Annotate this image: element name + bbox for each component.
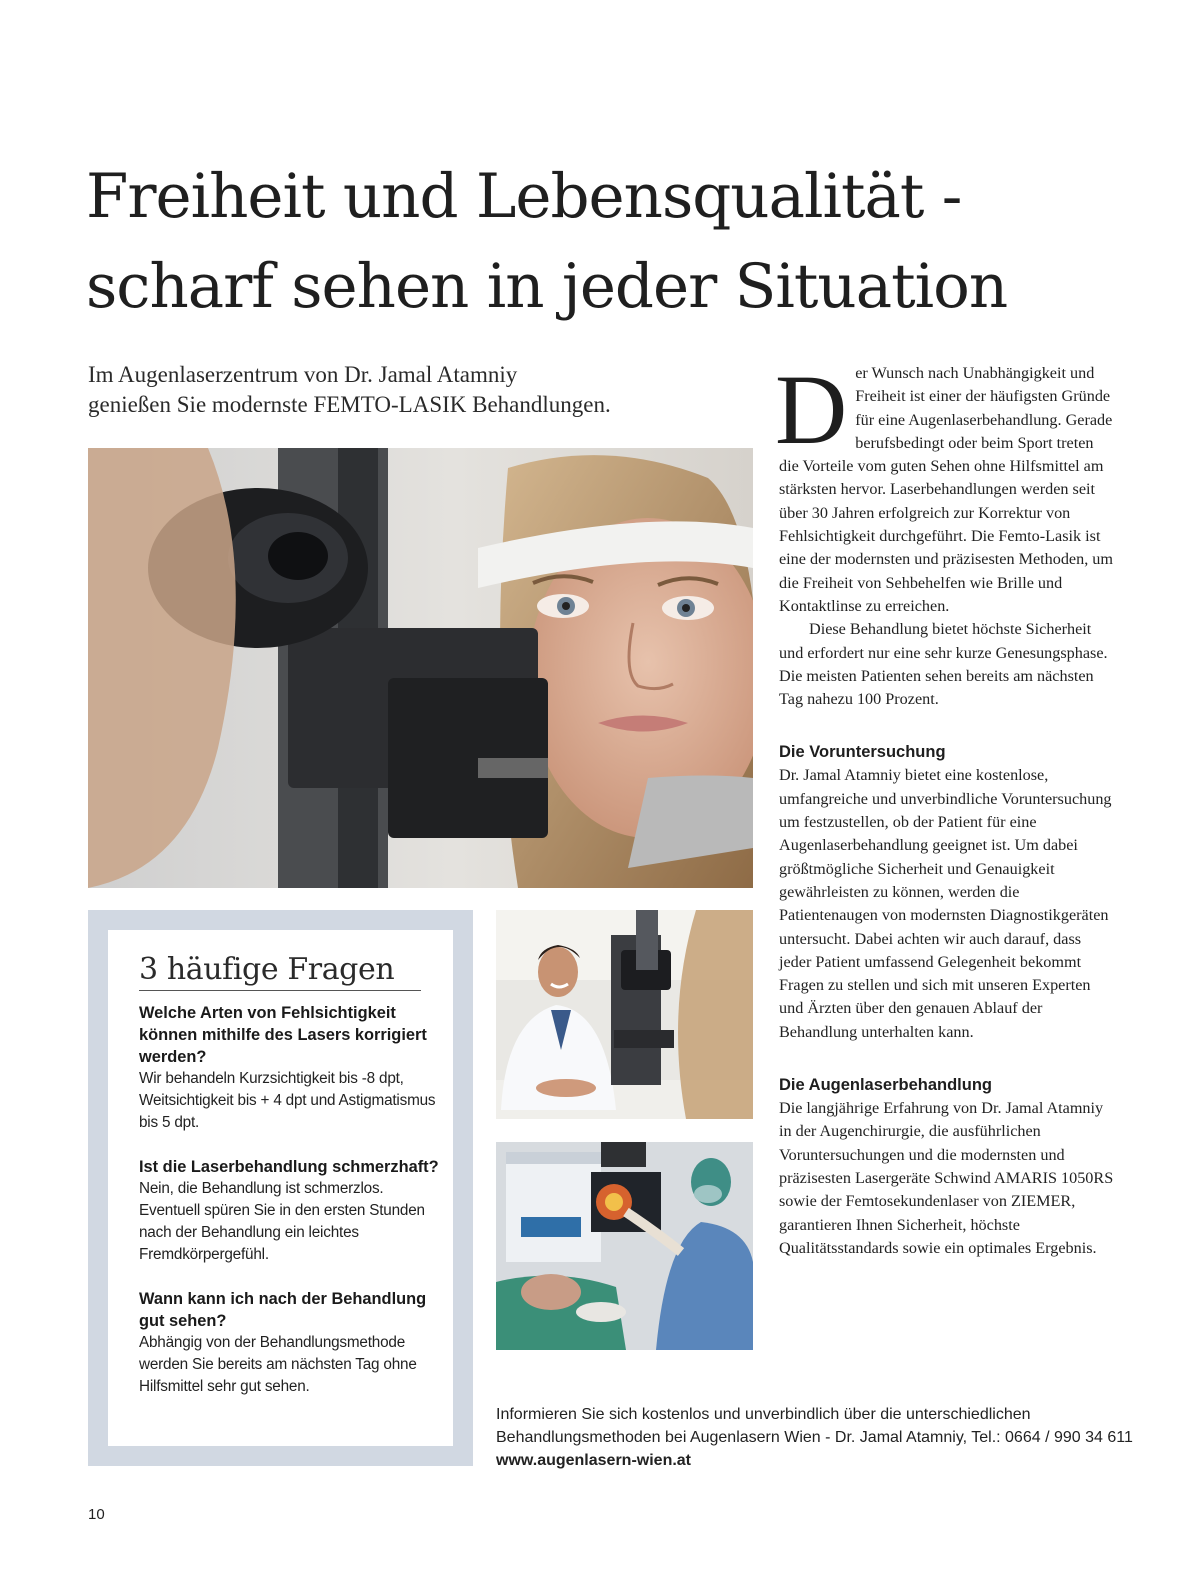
drop-cap: D [775, 354, 848, 465]
contact-line-1: Informieren Sie sich kostenlos und unverbindlich über die unterschiedlichen [496, 1406, 1031, 1423]
page-number: 10 [88, 1506, 105, 1523]
contact-info [496, 1403, 1176, 1472]
website-link[interactable]: www.augenlasern-wien.at [496, 1452, 692, 1469]
page-title [86, 152, 1166, 332]
lead-line-1: Im Augenlaserzentrum von Dr. Jamal Atamniy [88, 362, 518, 387]
lead-line-2: genießen Sie modernste FEMTO-LASIK Behandlungen. [88, 392, 611, 417]
faq-question: Wann kann ich nach der Behandlung gut sehen? [139, 1290, 427, 1330]
patient-eye-exam-photo [88, 448, 753, 888]
lead-paragraph [88, 360, 738, 420]
section-text-preexam: Dr. Jamal Atamniy bietet eine kostenlose, umfangreiche und unverbindliche Voruntersuchung um festzustellen, ob der Patient für eine Augenlaserbehandlung geeignet ist. Um dabei größtmögliche Sicherheit und Genauigkeit gewährleisten zu können, werden die Patientenaugen von modernsten Diagnostikgeräten untersucht. Dabei achten wir auch darauf, dass jeder Patient umfassend Gelegenheit bekommt Fragen zu stellen und sich mit unseren Experten und Ärzten über den genauen Ablauf der Behandlung unterhalten kann. [779, 766, 1112, 1041]
intro-text: er Wunsch nach Unabhängigkeit und Freiheit ist einer der häufigsten Gründe für eine Augenlaserbehandlung. Gerade berufsbedingt oder beim Sport treten die Vorteile vom guten Sehen ohne Hilfsmittel am stärksten hervor. Laserbehandlungen werden seit über 30 Jahren erfolgreich zur Korrektur von Fehlsichtigkeit durchgeführt. Die Femto-Lasik ist eine der modernsten und präzisesten Methoden, um die Freiheit von Sehbehelfen wie Brille und Kontaktlinse zu erreichen. [779, 364, 1113, 615]
title-line-2: scharf sehen in jeder Situation [86, 251, 1008, 322]
faq-title: 3 häufige Fragen [139, 950, 421, 991]
section-text-treatment: Die langjährige Erfahrung von Dr. Jamal Atamniy in der Augenchirurgie, die ausführlichen Voruntersuchungen und die modernsten und präzisesten Lasergeräte Schwind AMARIS 1050RS sowie der Femtosekundenlaser von ZIEMER, garantieren Ihnen Sicherheit, höchste Qualitätsstandards sowie ein optimales Ergebnis. [779, 1099, 1114, 1257]
contact-line-2: Behandlungsmethoden bei Augenlasern Wien - Dr. Jamal Atamniy, Tel.: 0664 / 990 34 611 [496, 1429, 1133, 1446]
second-paragraph: Diese Behandlung bietet höchste Sicherheit und erfordert nur eine sehr kurze Genesungsphase. Die meisten Patienten sehen bereits am nächsten Tag nahezu 100 Prozent. [779, 620, 1108, 709]
faq-question: Ist die Laserbehandlung schmerzhaft? [139, 1158, 439, 1176]
laser-treatment-photo [496, 1142, 753, 1350]
intro-paragraph [775, 354, 1115, 618]
faq-answer: Nein, die Behandlung ist schmerzlos. Eventuell spüren Sie in den ersten Stunden nach der Behandlung ein leichtes Fremdkörpergefühl. [139, 1180, 425, 1263]
faq-content [139, 950, 439, 1420]
section-heading-preexam: Die Voruntersuchung [779, 743, 946, 762]
doctor-photo [496, 910, 753, 1119]
title-line-1: Freiheit und Lebensqualität - [86, 161, 962, 232]
article-column [775, 354, 1115, 1260]
faq-answer: Abhängig von der Behandlungsmethode werden Sie bereits am nächsten Tag ohne Hilfsmittel sehr gut sehen. [139, 1334, 417, 1395]
faq-question: Welche Arten von Fehlsichtigkeit können mithilfe des Lasers korrigiert werden? [139, 1004, 427, 1066]
faq-answer: Wir behandeln Kurzsichtigkeit bis -8 dpt, Weitsichtigkeit bis + 4 dpt und Astigmatismus bis 5 dpt. [139, 1070, 436, 1131]
section-heading-treatment: Die Augenlaserbehandlung [779, 1076, 993, 1095]
